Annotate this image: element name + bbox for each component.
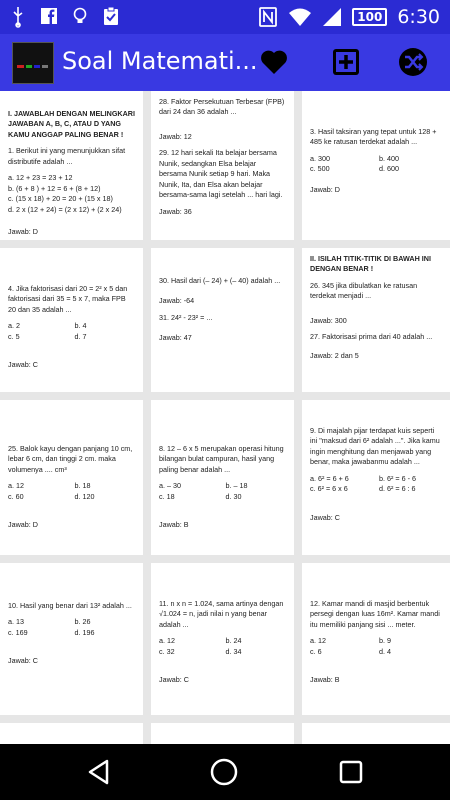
option-d: d. 2 x (12 + 24) = (2 x 12) + (2 x 24): [8, 204, 122, 214]
answer-text: Jawab: D: [8, 226, 38, 236]
option-c: c. 18: [159, 491, 175, 501]
option-a: a. – 30: [159, 481, 181, 491]
usb-icon: [10, 6, 26, 26]
signal-icon: [322, 7, 342, 27]
recents-button[interactable]: [335, 756, 367, 788]
back-button[interactable]: [83, 756, 115, 788]
question-text: 3. Hasil taksiran yang tepat untuk 128 + 485 ke ratusan terdekat adalah ...: [310, 127, 437, 147]
answer-text: Jawab: D: [8, 520, 38, 530]
answer-text: Jawab: C: [8, 360, 38, 370]
question-card-11[interactable]: [151, 563, 294, 715]
question-card-4[interactable]: [0, 248, 143, 392]
question-card-7[interactable]: [0, 400, 143, 555]
option-c: c. 32: [159, 646, 175, 656]
option-c: c. 60: [8, 491, 24, 501]
option-b: b. (6 + 8 ) + 12 = 6 + (8 + 12): [8, 183, 101, 193]
answer-text: Jawab: C: [8, 656, 38, 666]
add-button[interactable]: [330, 46, 362, 78]
answer-text: Jawab: 36: [159, 206, 192, 216]
answer-text: Jawab: D: [310, 184, 340, 194]
answer-text: Jawab: B: [159, 520, 189, 530]
option-b: b. 400: [379, 153, 399, 163]
answer-text: Jawab: 12: [159, 131, 192, 141]
option-c: c. 6: [310, 646, 322, 656]
option-c: c. 500: [310, 164, 330, 174]
option-b: b. 6² = 6 - 6: [379, 473, 416, 483]
lightbulb-icon: [72, 6, 88, 26]
question-card-1[interactable]: [0, 91, 143, 240]
question-text: 25. Balok kayu dengan panjang 10 cm, lebar 6 cm, dan tinggi 2 cm. maka volumenya .... cm³: [8, 444, 133, 474]
status-bar: [0, 0, 450, 34]
option-b: b. 18: [74, 481, 91, 491]
question-text: 10. Hasil yang benar dari 13² adalah ...: [8, 601, 132, 610]
favorite-button[interactable]: [258, 46, 290, 78]
question-text: 4. Jika faktorisasi dari 20 = 2² x 5 dan faktorisasi dari 35 = 5 x 7, maka FPB 20 dan 35 adalah ...: [8, 284, 128, 314]
wifi-icon: [288, 7, 312, 27]
question-card-12[interactable]: [302, 563, 450, 715]
question-card-6[interactable]: [302, 248, 450, 392]
question-card-3[interactable]: [302, 91, 450, 240]
question-card-2[interactable]: [151, 91, 294, 240]
recents-icon: [338, 759, 364, 785]
answer-text: Jawab: -64: [159, 296, 195, 306]
heart-icon: [260, 49, 288, 75]
option-d: d. 120: [74, 491, 95, 501]
option-d: d. 600: [379, 164, 399, 174]
option-a: a. 12: [159, 636, 175, 646]
question-text: 12. Kamar mandi di masjid berbentuk persegi dengan luas 16m². Kamar mandi itu memiliki panjang sisi ... meter.: [310, 599, 440, 629]
question-text: 9. Di majalah pijar terdapat kuis seperti ini "maksud dari 6² adalah ...". Jika kamu ingin menghitung dan menjawab yang benar, maka jawabanmu adalah ...: [310, 426, 440, 467]
card-grid[interactable]: [0, 91, 450, 744]
option-a: a. 2: [8, 321, 20, 331]
option-a: a. 300: [310, 153, 330, 163]
question-text: 11. n x n = 1.024, sama artinya dengan √1.024 = n, jadi nilai n yang benar adalah ...: [159, 599, 284, 629]
answer-text: Jawab: 300: [310, 315, 347, 325]
section-heading: II. ISILAH TITIK-TITIK DI BAWAH INI DENGAN BENAR !: [310, 254, 431, 274]
option-a: a. 12 + 23 = 23 + 12: [8, 173, 73, 183]
question-text: 27. Faktorisasi prima dari 40 adalah ...: [310, 332, 433, 342]
option-b: b. – 18: [225, 481, 248, 491]
question-card-10[interactable]: [0, 563, 143, 715]
nfc-icon: [258, 6, 278, 28]
back-icon: [85, 758, 113, 786]
answer-text: Jawab: 47: [159, 333, 192, 343]
question-text: 1. Berikut ini yang menunjukkan sifat distributife adalah ...: [8, 146, 126, 166]
question-card-9[interactable]: [302, 400, 450, 555]
option-d: d. 30: [225, 491, 242, 501]
question-card-8[interactable]: [151, 400, 294, 555]
page-title: Soal Matemati...: [62, 47, 258, 75]
option-a: a. 13: [8, 617, 24, 627]
question-text: 28. Faktor Persekutuan Terbesar (FPB) dari 24 dan 36 adalah ...: [159, 97, 285, 117]
option-d: d. 196: [74, 627, 95, 637]
battery-indicator: 100: [352, 8, 387, 26]
home-icon: [209, 757, 239, 787]
question-text: 31. 24² - 23² = ...: [159, 312, 213, 322]
question-text: 29. 12 hari sekali Ita belajar bersama Nunik, sedangkan Elsa belajar bersama Nunik setiap 9 hari. Maka Nunik, Ita, dan Elsa akan belajar bersama-sama lagi setelah ... hari lagi.: [159, 148, 283, 200]
facebook-icon: [40, 6, 58, 26]
plus-box-icon: [331, 47, 361, 77]
section-heading: I. JAWABLAH DENGAN MELINGKARI JAWABAN A, B, C, ATAU D YANG KAMU ANGGAP PALING BENAR !: [8, 109, 135, 139]
app-bar: [0, 34, 450, 91]
option-a: a. 12: [310, 636, 326, 646]
option-b: b. 24: [225, 636, 242, 646]
answer-text: Jawab: C: [159, 675, 189, 685]
shuffle-icon: [398, 47, 428, 77]
question-text: 26. 345 jika dibulatkan ke ratusan terdekat menjadi ...: [310, 280, 418, 301]
option-a: a. 6² = 6 + 6: [310, 473, 349, 483]
question-text: 8. 12 – 6 x 5 merupakan operasi hitung bilangan bulat campuran, hasil yang paling benar adalah ...: [159, 444, 284, 474]
question-card-5[interactable]: [151, 248, 294, 392]
app-logo: [12, 42, 54, 84]
option-c: c. 6² = 6 x 6: [310, 484, 348, 494]
option-b: b. 4: [74, 321, 87, 331]
option-c: c. 169: [8, 627, 28, 637]
option-a: a. 12: [8, 481, 24, 491]
clock: 6:30: [397, 6, 440, 28]
clipboard-check-icon: [102, 6, 120, 26]
option-d: d. 34: [225, 646, 242, 656]
option-b: b. 9: [379, 636, 391, 646]
option-d: d. 4: [379, 646, 391, 656]
answer-text: Jawab: 2 dan 5: [310, 350, 359, 360]
answer-text: Jawab: C: [310, 512, 340, 522]
home-button[interactable]: [208, 756, 240, 788]
answer-text: Jawab: B: [310, 675, 340, 685]
option-c: c. 5: [8, 331, 20, 341]
option-b: b. 26: [74, 617, 91, 627]
option-d: d. 7: [74, 331, 87, 341]
option-c: c. (15 x 18) + 20 = 20 + (15 x 18): [8, 194, 113, 204]
navigation-bar: [0, 744, 450, 800]
option-d: d. 6² = 6 : 6: [379, 484, 416, 494]
question-text: 30. Hasil dari (– 24) + (– 40) adalah ...: [159, 276, 281, 285]
shuffle-button[interactable]: [397, 46, 429, 78]
